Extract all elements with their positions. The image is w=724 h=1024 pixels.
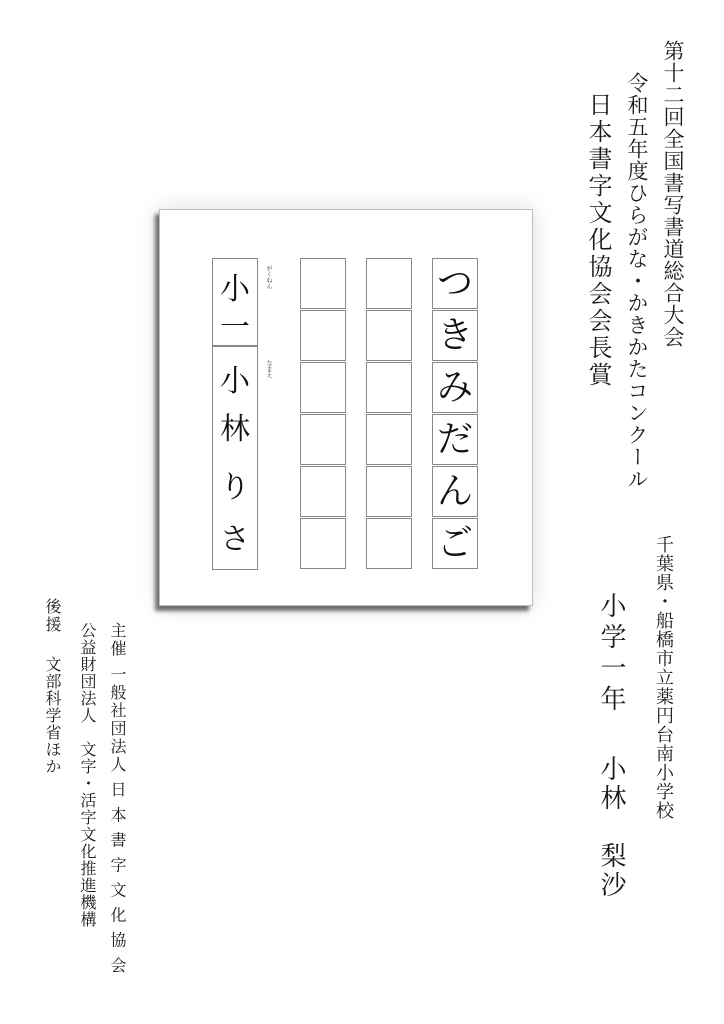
host-label: 主催 <box>108 622 127 658</box>
grid-cell <box>300 518 346 569</box>
host-organization: 公益財団法人 文字・活字文化推進機構 <box>78 622 97 928</box>
category-title: 令和五年度ひらがな・かきかたコンクール <box>625 72 649 490</box>
winner-grade: 小学一年 <box>596 592 626 716</box>
brush-character: だ <box>436 419 473 460</box>
empty-column <box>300 258 348 570</box>
grade-character: 小 <box>220 272 250 307</box>
support-organization: 文部科学省ほか <box>43 656 62 775</box>
calligraphy-sheet <box>159 209 533 606</box>
name-character: さ <box>220 522 250 557</box>
name-character: 林 <box>220 412 250 447</box>
winner-name: 小林 梨沙 <box>596 755 626 900</box>
empty-column <box>366 258 414 570</box>
name-character: り <box>220 470 250 505</box>
brush-character: つ <box>436 263 473 304</box>
grid-cell <box>366 518 412 569</box>
grid-cell <box>300 310 346 361</box>
host-organization: 一般社団法人 日 本 書 字 文 化 協 会 <box>108 666 127 975</box>
grid-cell <box>366 258 412 309</box>
brush-character: き <box>436 315 473 356</box>
brush-character: ご <box>436 523 473 564</box>
grid-cell <box>300 466 346 517</box>
school-name: 千葉県・船橋市立薬円台南小学校 <box>653 535 674 820</box>
grid-cell <box>300 362 346 413</box>
grid-cell <box>300 258 346 309</box>
brush-character: み <box>436 367 473 408</box>
grid-cell <box>300 414 346 465</box>
grade-ruby: がくねん <box>265 265 272 289</box>
grid-cell <box>366 310 412 361</box>
brush-character: ん <box>436 471 473 512</box>
award-title: 日本書字文化協会会長賞 <box>584 92 612 389</box>
name-character: 小 <box>220 364 250 399</box>
grade-character: 一 <box>220 310 250 345</box>
contest-title: 第十二回全国書写書道総合大会 <box>661 40 685 348</box>
grid-cell <box>366 362 412 413</box>
grid-cell <box>366 466 412 517</box>
grade-name-column <box>212 258 260 570</box>
text-column <box>432 258 480 570</box>
grid-cell <box>366 414 412 465</box>
support-label: 後援 <box>43 598 62 634</box>
name-ruby: なまえ <box>265 360 272 378</box>
